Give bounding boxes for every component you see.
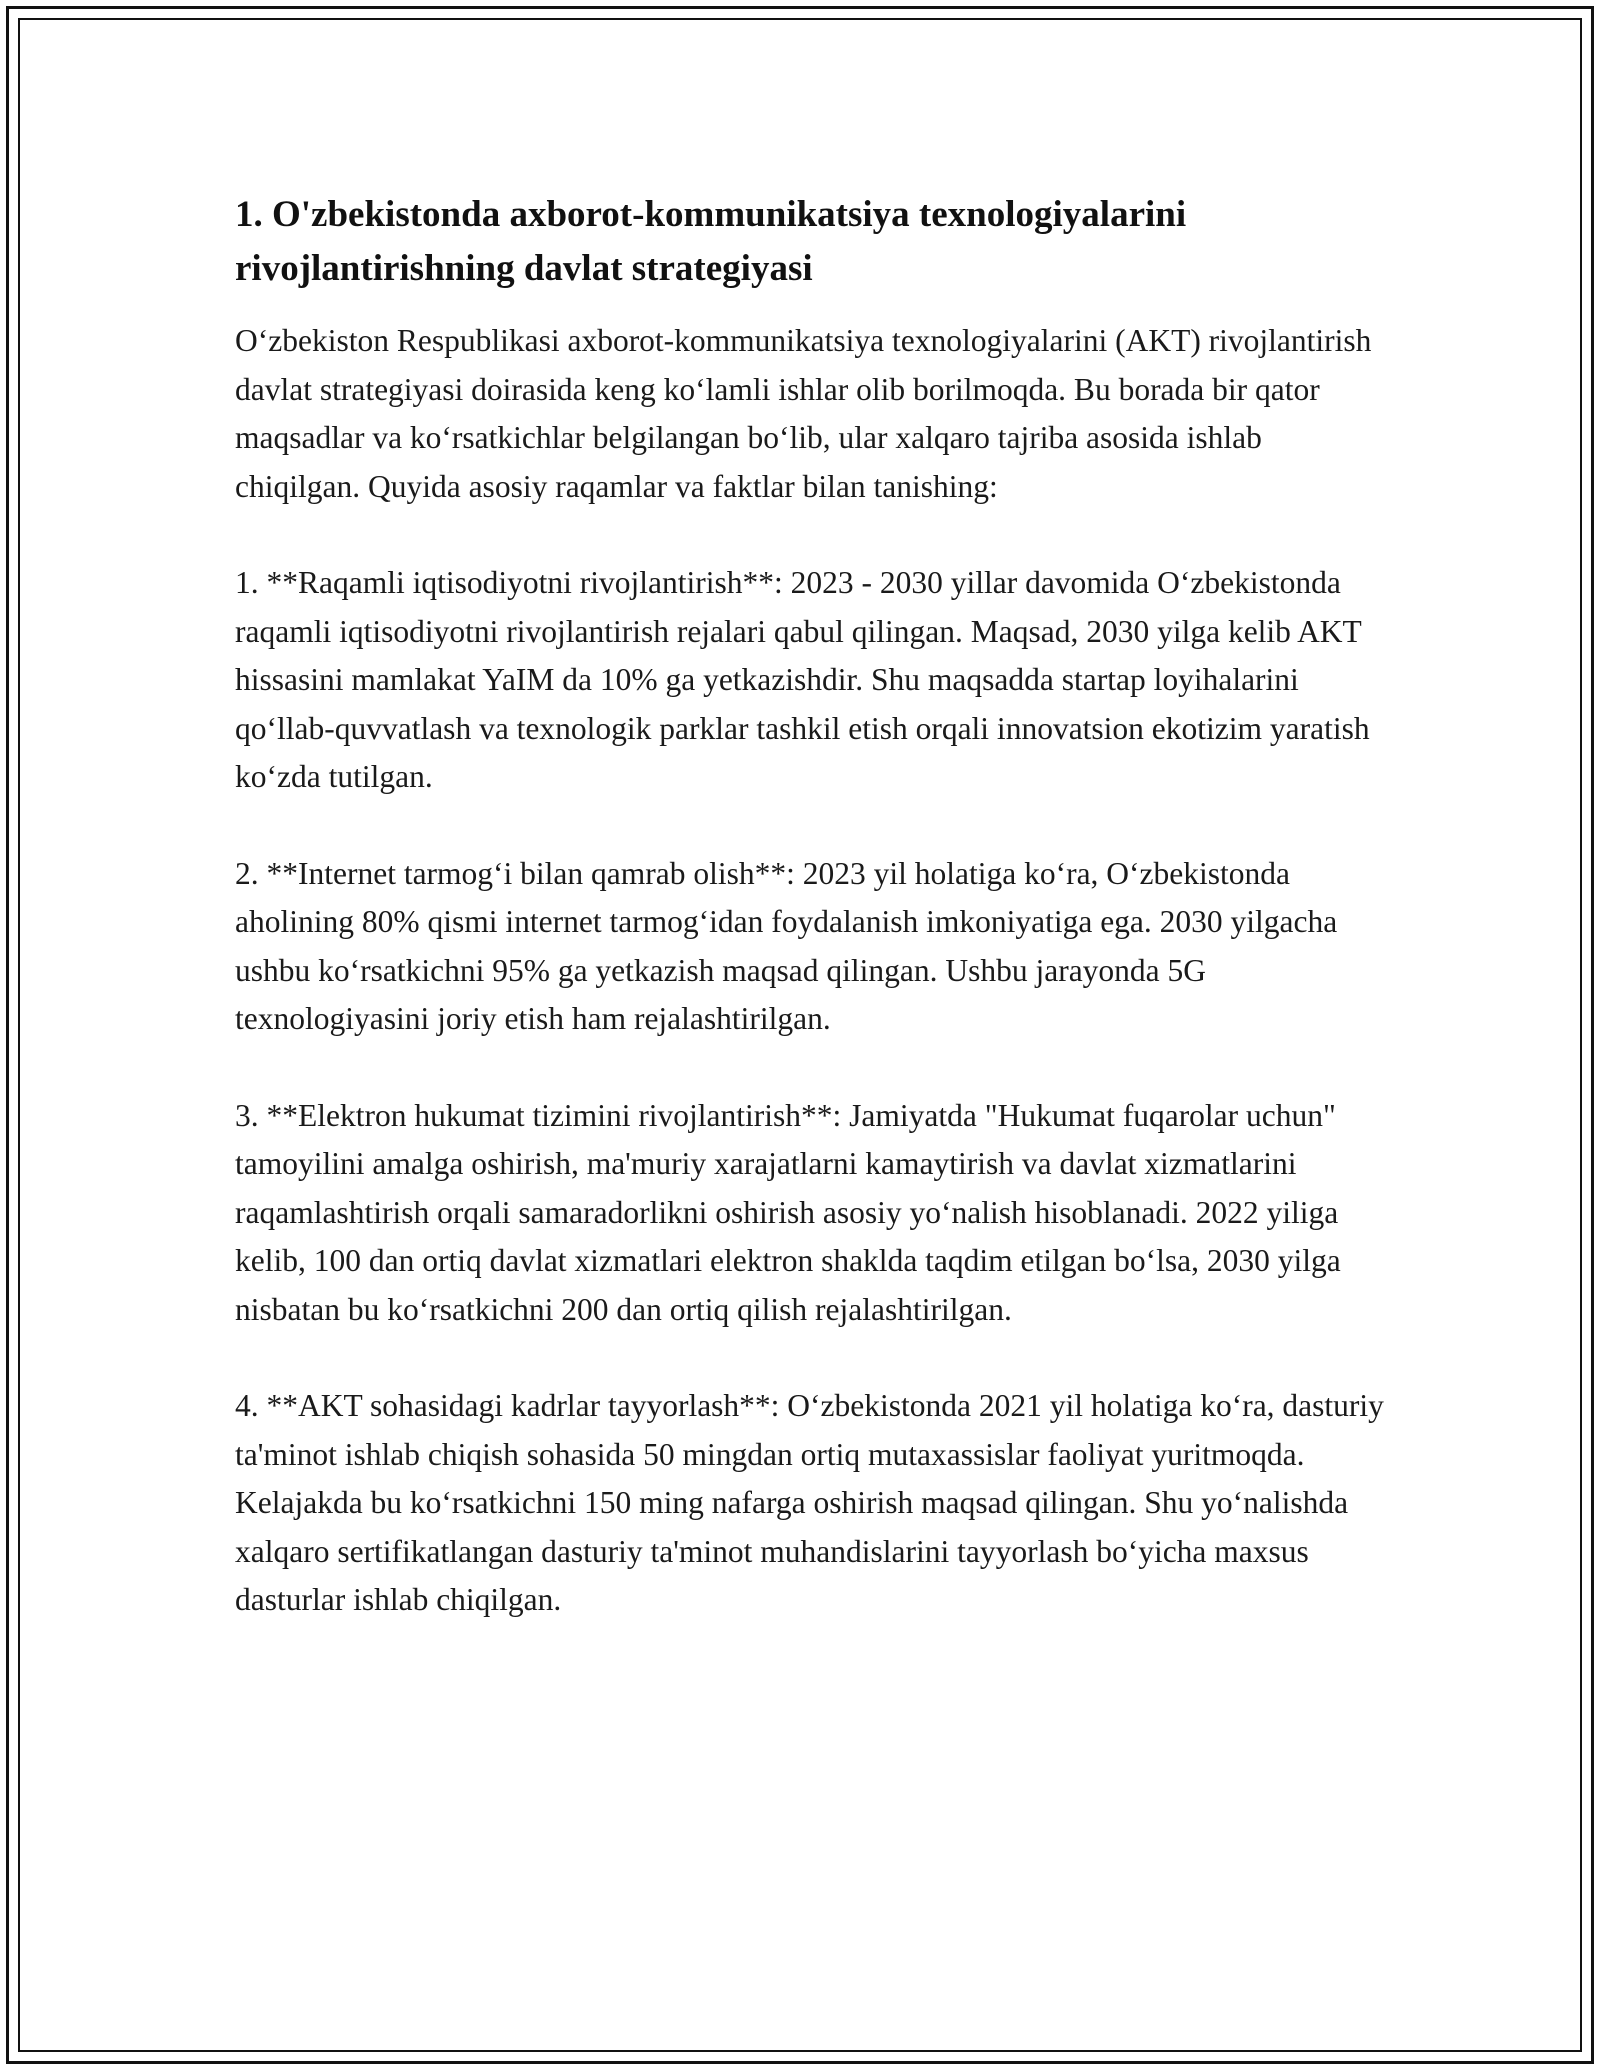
list-item-1: 1. **Raqamli iqtisodiyotni rivojlantirish**: 2023 - 2030 yillar davomida O‘zbekistonda raqamli iqtisodiyotni rivojlantirish rejalari qabul qilingan. Maqsad, 2030 yilga kelib AKT hissasini mamlakat YaIM da 10% ga yetkazishdir. Shu maqsadda startap loyihalarini qo‘llab-quvvatlash va texnologik parklar tashkil etish orqali innovatsion ekotizim yaratish ko‘zda tutilgan. bbox=[235, 565, 1370, 794]
list-item-3: 3. **Elektron hukumat tizimini rivojlantirish**: Jamiyatda "Hukumat fuqarolar uchun" tamoyilini amalga oshirish, ma'muriy xarajatlarni kamaytirish va davlat xizmatlarini raqamlashtirish orqali samaradorlikni oshirish asosiy yo‘nalish hisoblanadi. 2022 yiliga kelib, 100 dan ortiq davlat xizmatlari elektron shaklda taqdim etilgan bo‘lsa, 2030 yilga nisbatan bu ko‘rsatkichni 200 dan ortiq qilish rejalashtirilgan. bbox=[235, 1097, 1341, 1327]
list-item-4: 4. **AKT sohasidagi kadrlar tayyorlash**: O‘zbekistonda 2021 yil holatiga ko‘ra, dasturiy ta'minot ishlab chiqish sohasida 50 mingdan ortiq mutaxassislar faoliyat yuritmoqda. Kelajakda bu ko‘rsatkichni 150 ming nafarga oshirish maqsad qilingan. Shu yo‘nalishda xalqaro sertifikatlangan dasturiy ta'minot muhandislarini tayyorlash bo‘yicha maxsus dasturlar ishlab chiqilgan. bbox=[235, 1388, 1384, 1617]
document-body bbox=[235, 188, 1385, 1625]
intro-paragraph: O‘zbekiston Respublikasi axborot-kommunikatsiya texnologiyalarini (AKT) rivojlantirish davlat strategiyasi doirasida keng ko‘lamli ishlar olib borilmoqda. Bu borada bir qator maqsadlar va ko‘rsatkichlar belgilangan bo‘lib, ular xalqaro tajriba asosida ishlab chiqilgan. Quyida asosiy raqamlar va faktlar bilan tanishing: bbox=[235, 323, 1372, 504]
document-title: 1. O'zbekistonda axborot-kommunikatsiya texnologiyalarini rivojlantirishning davlat strategiyasi bbox=[235, 194, 1187, 289]
list-item-2: 2. **Internet tarmog‘i bilan qamrab olish**: 2023 yil holatiga ko‘ra, O‘zbekistonda aholining 80% qismi internet tarmog‘idan foydalanish imkoniyatiga ega. 2030 yilgacha ushbu ko‘rsatkichni 95% ga yetkazish maqsad qilingan. Ushbu jarayonda 5G texnologiyasini joriy etish ham rejalashtirilgan. bbox=[235, 855, 1338, 1036]
